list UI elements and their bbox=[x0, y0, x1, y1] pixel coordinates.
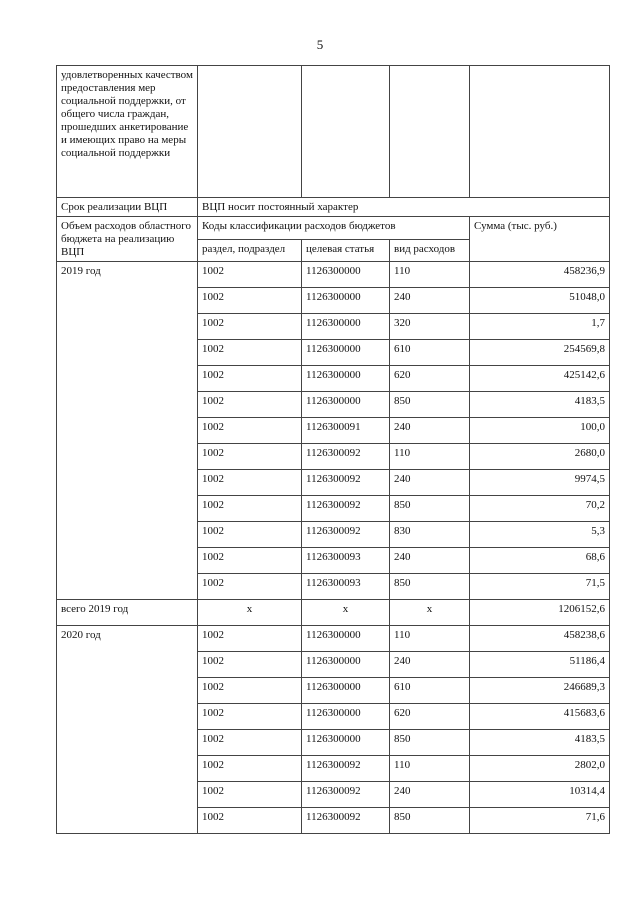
budget-table bbox=[56, 65, 610, 834]
sum-cell: 71,6 bbox=[470, 808, 610, 834]
section-cell: 1002 bbox=[198, 548, 302, 574]
table-row bbox=[57, 262, 610, 288]
sum-cell: 2802,0 bbox=[470, 756, 610, 782]
sum-header: Сумма (тыс. руб.) bbox=[470, 217, 610, 262]
target-cell: 1126300092 bbox=[302, 756, 390, 782]
page-number: 5 bbox=[316, 37, 324, 52]
section-cell: 1002 bbox=[198, 288, 302, 314]
target-cell: 1126300092 bbox=[302, 782, 390, 808]
section-cell: 1002 bbox=[198, 782, 302, 808]
sum-cell: 254569,8 bbox=[470, 340, 610, 366]
section-cell: 1002 bbox=[198, 366, 302, 392]
sum-cell: 100,0 bbox=[470, 418, 610, 444]
target-cell: 1126300000 bbox=[302, 652, 390, 678]
section-cell: 1002 bbox=[198, 522, 302, 548]
section-cell: 1002 bbox=[198, 652, 302, 678]
section-cell: 1002 bbox=[198, 340, 302, 366]
term-label: Срок реализации ВЦП bbox=[57, 198, 198, 217]
year-label: 2020 год bbox=[57, 626, 198, 834]
target-cell: 1126300000 bbox=[302, 392, 390, 418]
section-cell: 1002 bbox=[198, 704, 302, 730]
empty-cell bbox=[390, 66, 470, 198]
section-cell: 1002 bbox=[198, 756, 302, 782]
section-cell: 1002 bbox=[198, 314, 302, 340]
sum-cell: 5,3 bbox=[470, 522, 610, 548]
target-cell: 1126300093 bbox=[302, 548, 390, 574]
sum-cell: 415683,6 bbox=[470, 704, 610, 730]
volume-header-row bbox=[57, 217, 610, 240]
type-cell: 620 bbox=[390, 366, 470, 392]
sum-cell: 68,6 bbox=[470, 548, 610, 574]
target-cell: 1126300000 bbox=[302, 262, 390, 288]
type-cell: 240 bbox=[390, 652, 470, 678]
target-cell: 1126300000 bbox=[302, 366, 390, 392]
target-cell: 1126300092 bbox=[302, 522, 390, 548]
type-cell: 850 bbox=[390, 392, 470, 418]
total-row bbox=[57, 600, 610, 626]
type-cell: 110 bbox=[390, 262, 470, 288]
col-section-header: раздел, подраздел bbox=[198, 239, 302, 262]
total-section: х bbox=[198, 600, 302, 626]
type-cell: 850 bbox=[390, 496, 470, 522]
volume-label: Объем расходов областного бюджета на реализацию ВЦП bbox=[57, 217, 198, 262]
section-cell: 1002 bbox=[198, 262, 302, 288]
sum-cell: 1,7 bbox=[470, 314, 610, 340]
type-cell: 240 bbox=[390, 470, 470, 496]
type-cell: 850 bbox=[390, 808, 470, 834]
section-cell: 1002 bbox=[198, 470, 302, 496]
section-cell: 1002 bbox=[198, 392, 302, 418]
section-cell: 1002 bbox=[198, 626, 302, 652]
codes-header: Коды классификации расходов бюджетов bbox=[198, 217, 470, 240]
sum-cell: 4183,5 bbox=[470, 392, 610, 418]
intro-row bbox=[57, 66, 610, 198]
total-sum: 1206152,6 bbox=[470, 600, 610, 626]
type-cell: 110 bbox=[390, 626, 470, 652]
type-cell: 240 bbox=[390, 288, 470, 314]
total-label: всего 2019 год bbox=[57, 600, 198, 626]
section-cell: 1002 bbox=[198, 496, 302, 522]
target-cell: 1126300092 bbox=[302, 444, 390, 470]
col-type-header: вид расходов bbox=[390, 239, 470, 262]
sum-cell: 9974,5 bbox=[470, 470, 610, 496]
type-cell: 320 bbox=[390, 314, 470, 340]
sum-cell: 51048,0 bbox=[470, 288, 610, 314]
target-cell: 1126300000 bbox=[302, 340, 390, 366]
sum-cell: 71,5 bbox=[470, 574, 610, 600]
target-cell: 1126300092 bbox=[302, 496, 390, 522]
type-cell: 610 bbox=[390, 340, 470, 366]
target-cell: 1126300091 bbox=[302, 418, 390, 444]
sum-cell: 458238,6 bbox=[470, 626, 610, 652]
type-cell: 240 bbox=[390, 782, 470, 808]
term-row bbox=[57, 198, 610, 217]
type-cell: 850 bbox=[390, 730, 470, 756]
type-cell: 110 bbox=[390, 756, 470, 782]
sum-cell: 70,2 bbox=[470, 496, 610, 522]
section-cell: 1002 bbox=[198, 678, 302, 704]
intro-text: удовлетворенных качеством предоставления мер социальной поддержки, от общего числа граждан, прошедших анкетирование и имеющих право на меры социальной поддержки bbox=[57, 66, 198, 198]
target-cell: 1126300000 bbox=[302, 626, 390, 652]
table-row bbox=[57, 626, 610, 652]
section-cell: 1002 bbox=[198, 418, 302, 444]
target-cell: 1126300000 bbox=[302, 704, 390, 730]
type-cell: 240 bbox=[390, 418, 470, 444]
target-cell: 1126300000 bbox=[302, 314, 390, 340]
col-target-header: целевая статья bbox=[302, 239, 390, 262]
target-cell: 1126300000 bbox=[302, 288, 390, 314]
target-cell: 1126300092 bbox=[302, 470, 390, 496]
type-cell: 610 bbox=[390, 678, 470, 704]
section-cell: 1002 bbox=[198, 808, 302, 834]
sum-cell: 2680,0 bbox=[470, 444, 610, 470]
target-cell: 1126300000 bbox=[302, 678, 390, 704]
year-label: 2019 год bbox=[57, 262, 198, 600]
sum-cell: 246689,3 bbox=[470, 678, 610, 704]
type-cell: 240 bbox=[390, 548, 470, 574]
target-cell: 1126300000 bbox=[302, 730, 390, 756]
empty-cell bbox=[198, 66, 302, 198]
sum-cell: 425142,6 bbox=[470, 366, 610, 392]
empty-cell bbox=[470, 66, 610, 198]
sum-cell: 51186,4 bbox=[470, 652, 610, 678]
type-cell: 620 bbox=[390, 704, 470, 730]
sum-cell: 458236,9 bbox=[470, 262, 610, 288]
type-cell: 110 bbox=[390, 444, 470, 470]
empty-cell bbox=[302, 66, 390, 198]
total-type: х bbox=[390, 600, 470, 626]
sum-cell: 10314,4 bbox=[470, 782, 610, 808]
target-cell: 1126300092 bbox=[302, 808, 390, 834]
sum-cell: 4183,5 bbox=[470, 730, 610, 756]
type-cell: 850 bbox=[390, 574, 470, 600]
section-cell: 1002 bbox=[198, 444, 302, 470]
total-target: х bbox=[302, 600, 390, 626]
term-value: ВЦП носит постоянный характер bbox=[198, 198, 610, 217]
type-cell: 830 bbox=[390, 522, 470, 548]
target-cell: 1126300093 bbox=[302, 574, 390, 600]
section-cell: 1002 bbox=[198, 574, 302, 600]
section-cell: 1002 bbox=[198, 730, 302, 756]
